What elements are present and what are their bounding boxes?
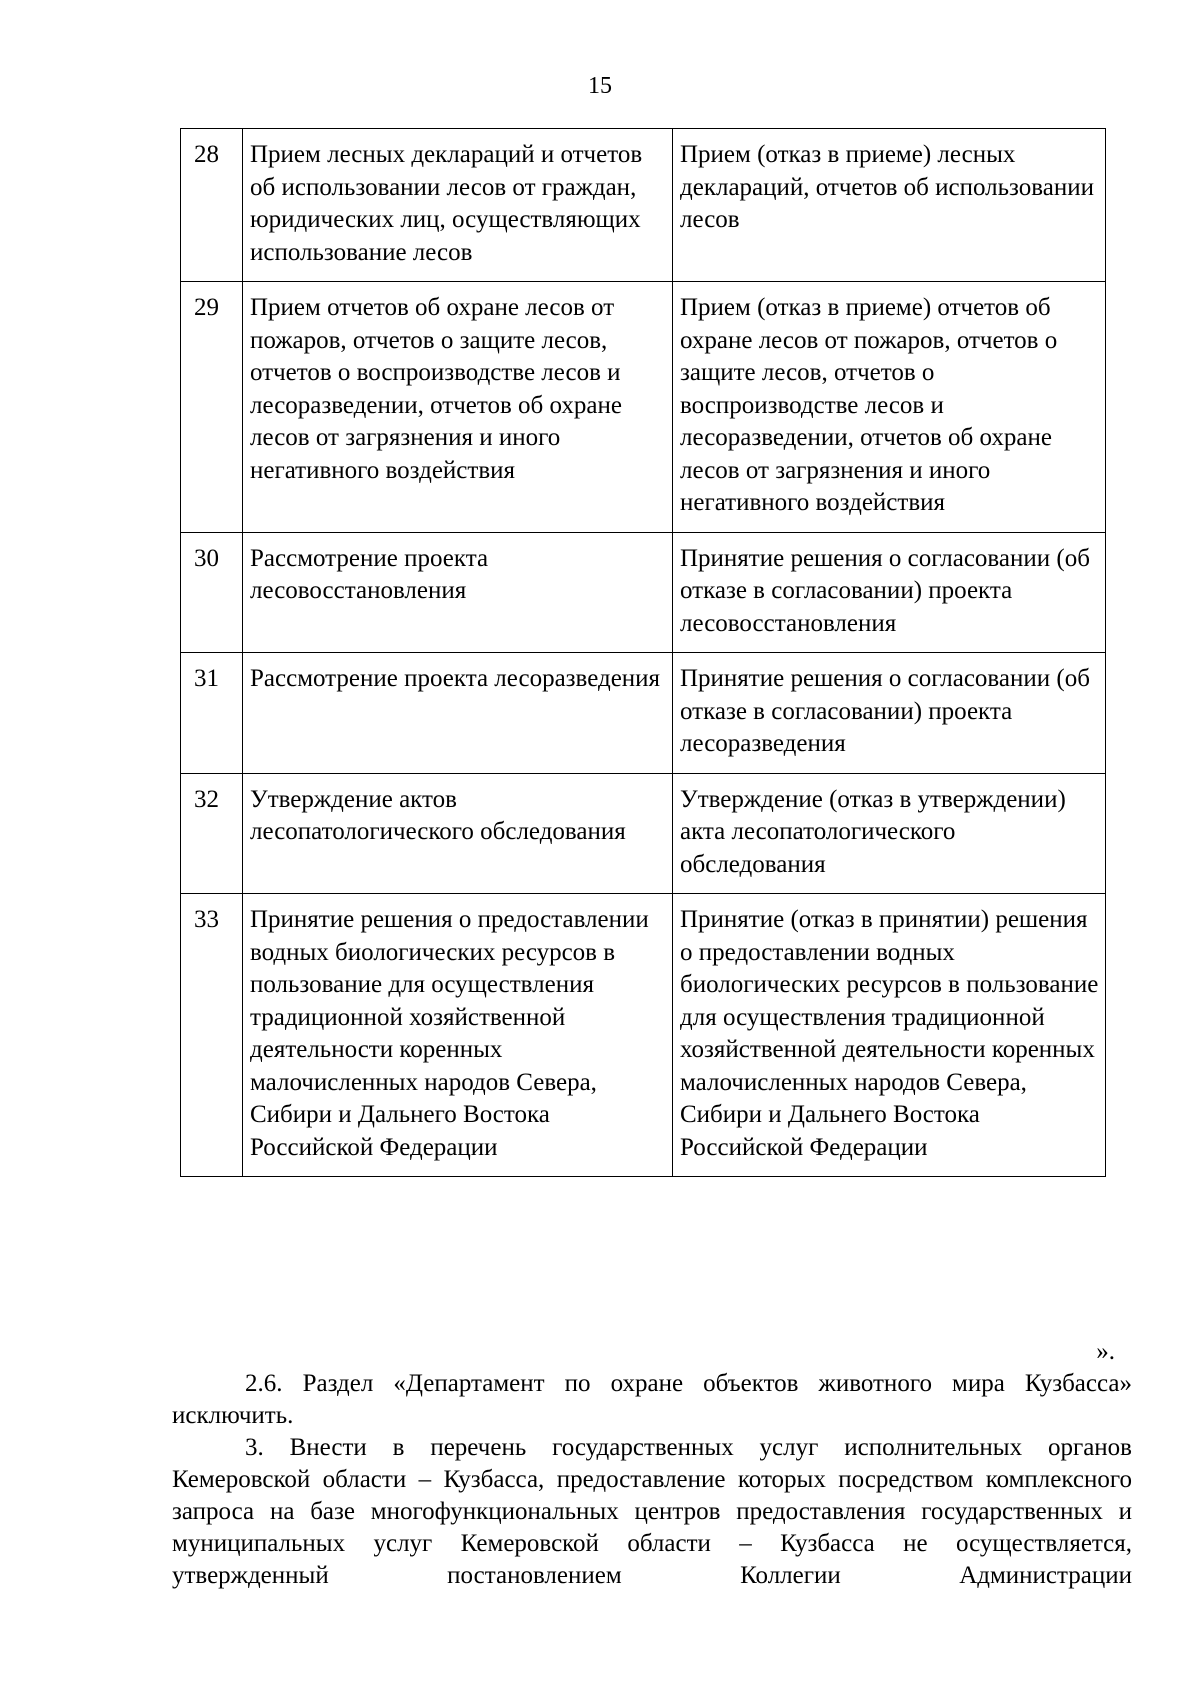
row-number: 32 bbox=[181, 773, 243, 894]
service-result: Принятие решения о согласовании (об отказе в согласовании) проекта лесоразведения bbox=[673, 653, 1106, 774]
service-name: Утверждение актов лесопатологического обследования bbox=[243, 773, 673, 894]
closing-quote-mark: ». bbox=[1096, 1338, 1115, 1365]
row-number: 28 bbox=[181, 129, 243, 282]
paragraph-2-6: 2.6. Раздел «Департамент по охране объектов животного мира Кузбасса» исключить. bbox=[172, 1370, 1132, 1429]
service-name: Прием отчетов об охране лесов от пожаров, отчетов о защите лесов, отчетов о воспроизводстве лесов и лесоразведении, отчетов об охране лесов от загрязнения и иного негативного воздействия bbox=[243, 282, 673, 533]
table-row bbox=[181, 532, 1106, 653]
service-result: Принятие (отказ в принятии) решения о предоставлении водных биологических ресурсов в пользование для осуществления традиционной хозяйственной деятельности коренных малочисленных народов Севера, Сибири и Дальнего Востока Российской Федерации bbox=[673, 894, 1106, 1177]
services-table bbox=[180, 128, 1106, 1177]
service-name: Принятие решения о предоставлении водных биологических ресурсов в пользование для осуществления традиционной хозяйственной деятельности коренных малочисленных народов Севера, Сибири и Дальнего Востока Российской Федерации bbox=[243, 894, 673, 1177]
body-text bbox=[172, 1368, 1132, 1592]
service-name: Прием лесных деклараций и отчетов об использовании лесов от граждан, юридических лиц, осуществляющих использование лесов bbox=[243, 129, 673, 282]
service-result: Утверждение (отказ в утверждении) акта лесопатологического обследования bbox=[673, 773, 1106, 894]
row-number: 29 bbox=[181, 282, 243, 533]
paragraph-3: 3. Внести в перечень государственных услуг исполнительных органов Кемеровской области – Кузбасса, предоставление которых посредством комплексного запроса на базе многофункциональных центров предоставления государственных и муниципальных услуг Кемеровской области – Кузбасса не осуществляется, утвержденный постановлением Коллегии Администрации bbox=[172, 1434, 1132, 1589]
service-name: Рассмотрение проекта лесоразведения bbox=[243, 653, 673, 774]
table-row bbox=[181, 653, 1106, 774]
row-number: 31 bbox=[181, 653, 243, 774]
service-result: Прием (отказ в приеме) отчетов об охране лесов от пожаров, отчетов о защите лесов, отчетов о воспроизводстве лесов и лесоразведении, отчетов об охране лесов от загрязнения и иного негативного воздействия bbox=[673, 282, 1106, 533]
table-row bbox=[181, 894, 1106, 1177]
row-number: 33 bbox=[181, 894, 243, 1177]
page-number: 15 bbox=[588, 73, 612, 99]
service-result: Прием (отказ в приеме) лесных деклараций, отчетов об использовании лесов bbox=[673, 129, 1106, 282]
service-result: Принятие решения о согласовании (об отказе в согласовании) проекта лесовосстановления bbox=[673, 532, 1106, 653]
table-row bbox=[181, 129, 1106, 282]
table-row bbox=[181, 282, 1106, 533]
row-number: 30 bbox=[181, 532, 243, 653]
service-name: Рассмотрение проекта лесовосстановления bbox=[243, 532, 673, 653]
table-row bbox=[181, 773, 1106, 894]
